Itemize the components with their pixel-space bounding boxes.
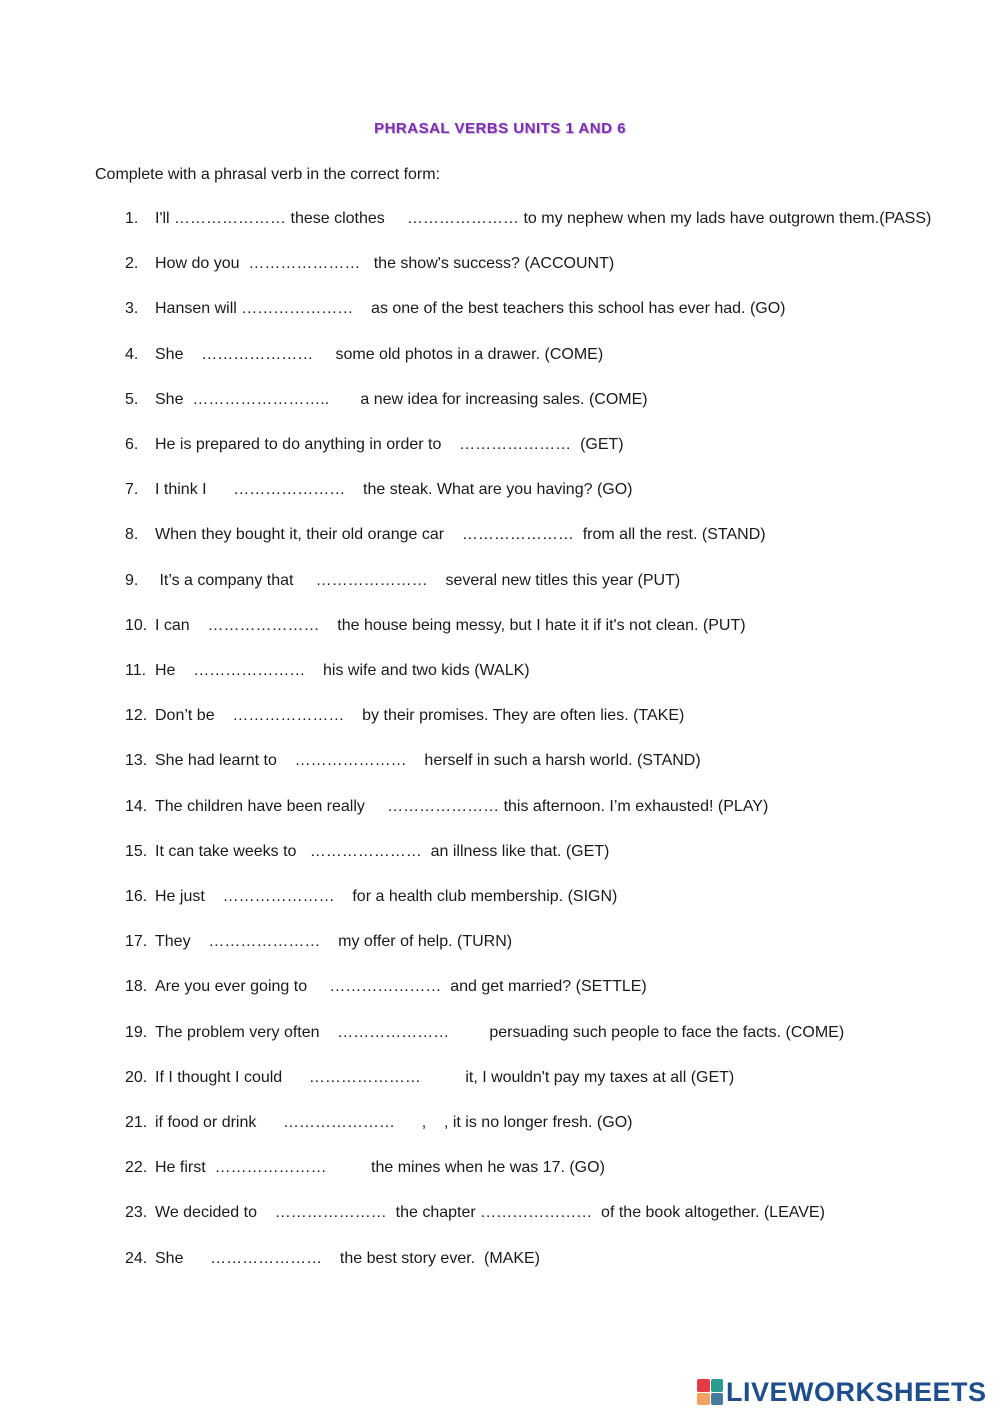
- item-number: 24.: [125, 1249, 148, 1267]
- item-number: 23.: [125, 1204, 148, 1222]
- item-number: 10.: [125, 616, 148, 634]
- item-number: 6.: [125, 436, 139, 453]
- brand-name: LIVEWORKSHEETS: [726, 1376, 987, 1407]
- item-number: 8.: [125, 526, 139, 544]
- logo-blocks-icon: [697, 1379, 723, 1405]
- item-number: 7.: [125, 481, 139, 499]
- item-number: 11.: [125, 662, 147, 679]
- item-sentence: Don’t be ………………… by their promises. They are often lies. (TAKE): [155, 707, 685, 725]
- item-number: 3.: [125, 300, 139, 318]
- item-number: 12.: [125, 707, 148, 725]
- instruction-text: Complete with a phrasal verb in the correct form:: [95, 166, 441, 183]
- item-sentence: He ………………… his wife and two kids (WALK): [155, 662, 530, 679]
- item-sentence: Are you ever going to ………………… and get married? (SETTLE): [155, 978, 647, 996]
- item-sentence: The children have been really ………………… this afternoon. I’m exhausted! (PLAY): [155, 797, 769, 815]
- item-sentence: It can take weeks to ………………… an illness like that. (GET): [155, 842, 610, 860]
- liveworksheets-logo[interactable]: [697, 1376, 987, 1408]
- item-sentence: She ………………… some old photos in a drawer. (COME): [155, 345, 604, 363]
- item-sentence: He is prepared to do anything in order to ………………… (GET): [155, 436, 624, 453]
- item-number: 17.: [125, 933, 148, 951]
- item-sentence: She …………………….. a new idea for increasing sales. (COME): [155, 390, 648, 408]
- item-sentence: I can ………………… the house being messy, but I hate it if it's not clean. (PUT): [155, 616, 746, 634]
- item-number: 21.: [125, 1114, 148, 1131]
- item-sentence: The problem very often ………………… persuading such people to face the facts. (COME): [155, 1023, 845, 1041]
- item-number: 19.: [125, 1023, 148, 1041]
- item-number: 5.: [125, 390, 139, 408]
- item-sentence: She ………………… the best story ever. (MAKE): [155, 1249, 540, 1267]
- item-sentence: I think I ………………… the steak. What are you having? (GO): [155, 481, 633, 499]
- item-sentence: It’s a company that ………………… several new titles this year (PUT): [155, 571, 681, 589]
- worksheet-title: PHRASAL VERBS UNITS 1 AND 6: [374, 120, 626, 137]
- item-sentence: She had learnt to ………………… herself in such a harsh world. (STAND): [155, 752, 701, 770]
- item-number: 16.: [125, 888, 148, 905]
- item-number: 4.: [125, 345, 139, 363]
- item-number: 20.: [125, 1068, 148, 1086]
- item-sentence: Hansen will ………………… as one of the best teachers this school has ever had. (GO): [155, 300, 786, 318]
- item-number: 14.: [125, 797, 148, 815]
- item-number: 9.: [125, 571, 139, 589]
- item-sentence: How do you ………………… the show's success? (ACCOUNT): [155, 255, 615, 273]
- item-number: 13.: [125, 752, 148, 770]
- item-sentence: They ………………… my offer of help. (TURN): [155, 933, 513, 951]
- item-sentence: if food or drink ………………… , , it is no longer fresh. (GO): [155, 1114, 633, 1131]
- item-sentence: When they bought it, their old orange car ………………… from all the rest. (STAND): [155, 526, 766, 544]
- item-sentence: I'll ………………… these clothes ………………… to my nephew when my lads have outgrown them.(PASS): [155, 210, 932, 227]
- item-sentence: We decided to ………………… the chapter ………………… of the book altogether. (LEAVE): [155, 1204, 825, 1222]
- item-number: 15.: [125, 842, 148, 860]
- item-number: 1.: [125, 210, 139, 227]
- item-sentence: He first ………………… the mines when he was 17. (GO): [155, 1159, 605, 1177]
- item-number: 18.: [125, 978, 148, 996]
- item-number: 2.: [125, 255, 139, 273]
- item-sentence: He just ………………… for a health club membership. (SIGN): [155, 888, 618, 905]
- item-sentence: If I thought I could ………………… it, I wouldn't pay my taxes at all (GET): [155, 1068, 735, 1086]
- item-number: 22.: [125, 1159, 148, 1177]
